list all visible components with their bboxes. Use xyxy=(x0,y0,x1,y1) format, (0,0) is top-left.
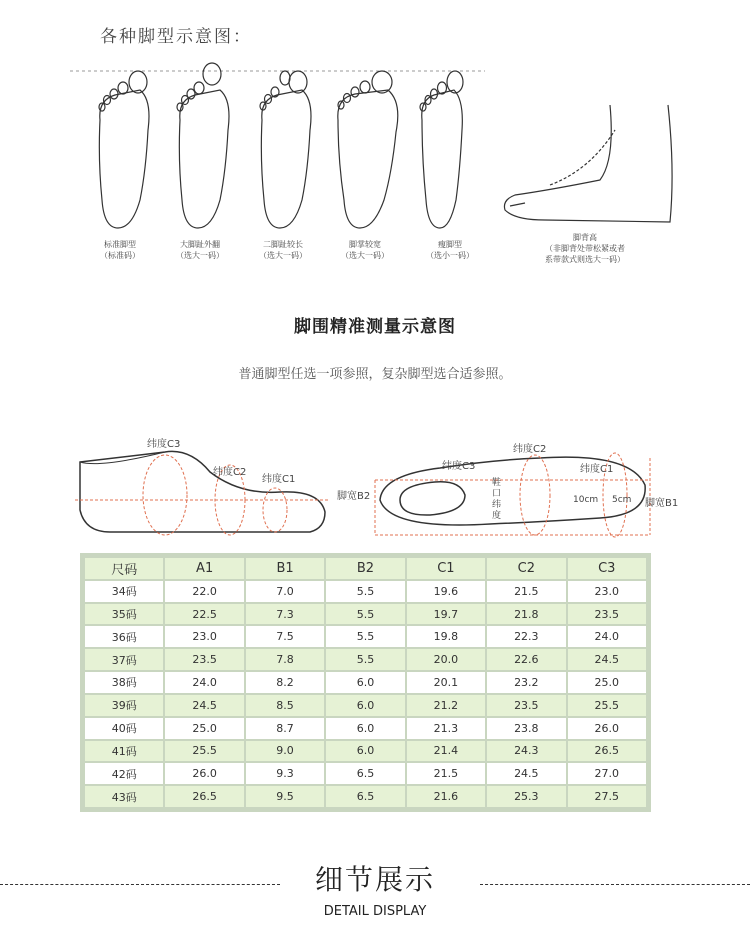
table-cell: 23.5 xyxy=(568,604,646,625)
table-cell: 21.5 xyxy=(407,763,485,784)
table-cell: 8.5 xyxy=(246,695,324,716)
table-cell: 23.5 xyxy=(487,695,565,716)
label-c3-side: 纬度C3 xyxy=(147,439,181,450)
table-cell: 39码 xyxy=(85,695,163,716)
table-cell: 20.1 xyxy=(407,672,485,693)
foot-type-name: 大脚趾外翻 xyxy=(180,240,220,249)
table-cell: 19.7 xyxy=(407,604,485,625)
table-cell: 7.0 xyxy=(246,581,324,602)
table-cell: 27.0 xyxy=(568,763,646,784)
table-cell: 8.2 xyxy=(246,672,324,693)
table-cell: 26.0 xyxy=(165,763,243,784)
table-cell: 9.3 xyxy=(246,763,324,784)
foot-type-caption-5 xyxy=(415,239,485,261)
table-cell: 24.0 xyxy=(165,672,243,693)
measure-title: 脚围精准测量示意图 xyxy=(294,317,456,337)
header-cell: C1 xyxy=(407,558,485,579)
table-cell: 22.3 xyxy=(487,626,565,647)
table-cell: 26.5 xyxy=(165,786,243,807)
table-cell: 22.5 xyxy=(165,604,243,625)
table-cell: 21.4 xyxy=(407,741,485,762)
foot-type-note: （选小一码） xyxy=(426,251,474,260)
table-cell: 22.6 xyxy=(487,649,565,670)
foot-type-name: 瘦脚型 xyxy=(438,240,462,249)
table-row xyxy=(85,649,646,670)
label-10cm: 10cm xyxy=(573,495,599,505)
table-row xyxy=(85,786,646,807)
table-cell: 25.3 xyxy=(487,786,565,807)
table-cell: 6.0 xyxy=(326,672,404,693)
table-cell: 34码 xyxy=(85,581,163,602)
foot-type-name: 二脚趾较长 xyxy=(263,240,303,249)
table-cell: 7.5 xyxy=(246,626,324,647)
table-cell: 6.5 xyxy=(326,786,404,807)
size-table xyxy=(80,553,651,812)
table-cell: 41码 xyxy=(85,741,163,762)
instep-note-1: （非脚背处带松紧或者 xyxy=(545,244,625,253)
table-cell: 23.2 xyxy=(487,672,565,693)
table-cell: 20.0 xyxy=(407,649,485,670)
table-cell: 38码 xyxy=(85,672,163,693)
label-b2: 脚宽B2 xyxy=(337,491,371,502)
table-cell: 24.5 xyxy=(165,695,243,716)
table-cell: 24.5 xyxy=(487,763,565,784)
table-row xyxy=(85,672,646,693)
label-c3-top: 纬度C3 xyxy=(442,461,476,472)
table-cell: 21.8 xyxy=(487,604,565,625)
table-cell: 23.0 xyxy=(165,626,243,647)
table-cell: 19.8 xyxy=(407,626,485,647)
foot-type-note: （选大一码） xyxy=(341,251,389,260)
header-cell: C2 xyxy=(487,558,565,579)
table-cell: 35码 xyxy=(85,604,163,625)
table-cell: 9.0 xyxy=(246,741,324,762)
foot-type-caption-4 xyxy=(330,239,400,261)
table-cell: 23.0 xyxy=(568,581,646,602)
table-row xyxy=(85,741,646,762)
table-cell: 26.0 xyxy=(568,718,646,739)
table-cell: 23.8 xyxy=(487,718,565,739)
table-cell: 21.3 xyxy=(407,718,485,739)
foot-types-heading: 各种脚型示意图： xyxy=(100,27,252,47)
header-cell: B2 xyxy=(326,558,404,579)
label-c1-top: 纬度C1 xyxy=(580,464,614,475)
table-cell: 7.8 xyxy=(246,649,324,670)
header-cell: B1 xyxy=(246,558,324,579)
table-cell: 5.5 xyxy=(326,581,404,602)
table-cell: 19.6 xyxy=(407,581,485,602)
instep-note-2: 系带款式则选大一码） xyxy=(545,255,625,264)
table-cell: 22.0 xyxy=(165,581,243,602)
foot-type-caption-3 xyxy=(248,239,318,261)
table-cell: 6.0 xyxy=(326,695,404,716)
label-c2-top: 纬度C2 xyxy=(513,444,547,455)
table-cell: 5.5 xyxy=(326,604,404,625)
detail-subtitle: DETAIL DISPLAY xyxy=(323,904,427,919)
label-5cm: 5cm xyxy=(612,495,632,505)
foot-type-name: 标准脚型 xyxy=(104,240,136,249)
table-cell: 25.5 xyxy=(165,741,243,762)
foot-type-caption-2 xyxy=(165,239,235,261)
table-cell: 5.5 xyxy=(326,649,404,670)
foot-type-note: （标准码） xyxy=(100,251,140,260)
label-c1-side: 纬度C1 xyxy=(262,474,296,485)
table-cell: 25.0 xyxy=(568,672,646,693)
table-cell: 25.5 xyxy=(568,695,646,716)
label-mouth: 鞋口纬度 xyxy=(492,478,502,521)
table-cell: 23.5 xyxy=(165,649,243,670)
foot-type-note: （选大一码） xyxy=(176,251,224,260)
table-cell: 42码 xyxy=(85,763,163,784)
measure-subtitle: 普通脚型任选一项参照，复杂脚型选合适参照。 xyxy=(238,367,512,382)
table-cell: 6.0 xyxy=(326,718,404,739)
table-row xyxy=(85,604,646,625)
table-cell: 21.6 xyxy=(407,786,485,807)
table-cell: 43码 xyxy=(85,786,163,807)
label-b1: 脚宽B1 xyxy=(645,498,679,509)
instep-caption xyxy=(530,232,640,265)
foot-type-caption-1 xyxy=(85,239,155,261)
table-cell: 37码 xyxy=(85,649,163,670)
table-cell: 26.5 xyxy=(568,741,646,762)
table-row xyxy=(85,695,646,716)
table-cell: 24.3 xyxy=(487,741,565,762)
table-cell: 9.5 xyxy=(246,786,324,807)
header-cell: 尺码 xyxy=(85,558,163,579)
header-cell: C3 xyxy=(568,558,646,579)
header-cell: A1 xyxy=(165,558,243,579)
table-cell: 21.5 xyxy=(487,581,565,602)
foot-type-name: 脚掌较宽 xyxy=(349,240,381,249)
table-cell: 7.3 xyxy=(246,604,324,625)
table-cell: 8.7 xyxy=(246,718,324,739)
foot-type-note: （选大一码） xyxy=(259,251,307,260)
table-cell: 40码 xyxy=(85,718,163,739)
table-cell: 24.0 xyxy=(568,626,646,647)
table-cell: 21.2 xyxy=(407,695,485,716)
table-header-row xyxy=(85,558,646,579)
table-cell: 6.0 xyxy=(326,741,404,762)
foot-outlines-illustration xyxy=(70,60,690,240)
table-row xyxy=(85,581,646,602)
table-cell: 5.5 xyxy=(326,626,404,647)
table-cell: 27.5 xyxy=(568,786,646,807)
detail-title: 细节展示 xyxy=(314,863,435,896)
table-row xyxy=(85,718,646,739)
instep-name: 脚背高 xyxy=(573,233,597,242)
table-row xyxy=(85,763,646,784)
table-row xyxy=(85,626,646,647)
table-cell: 24.5 xyxy=(568,649,646,670)
label-c2-side: 纬度C2 xyxy=(213,467,247,478)
table-cell: 6.5 xyxy=(326,763,404,784)
table-cell: 36码 xyxy=(85,626,163,647)
table-cell: 25.0 xyxy=(165,718,243,739)
